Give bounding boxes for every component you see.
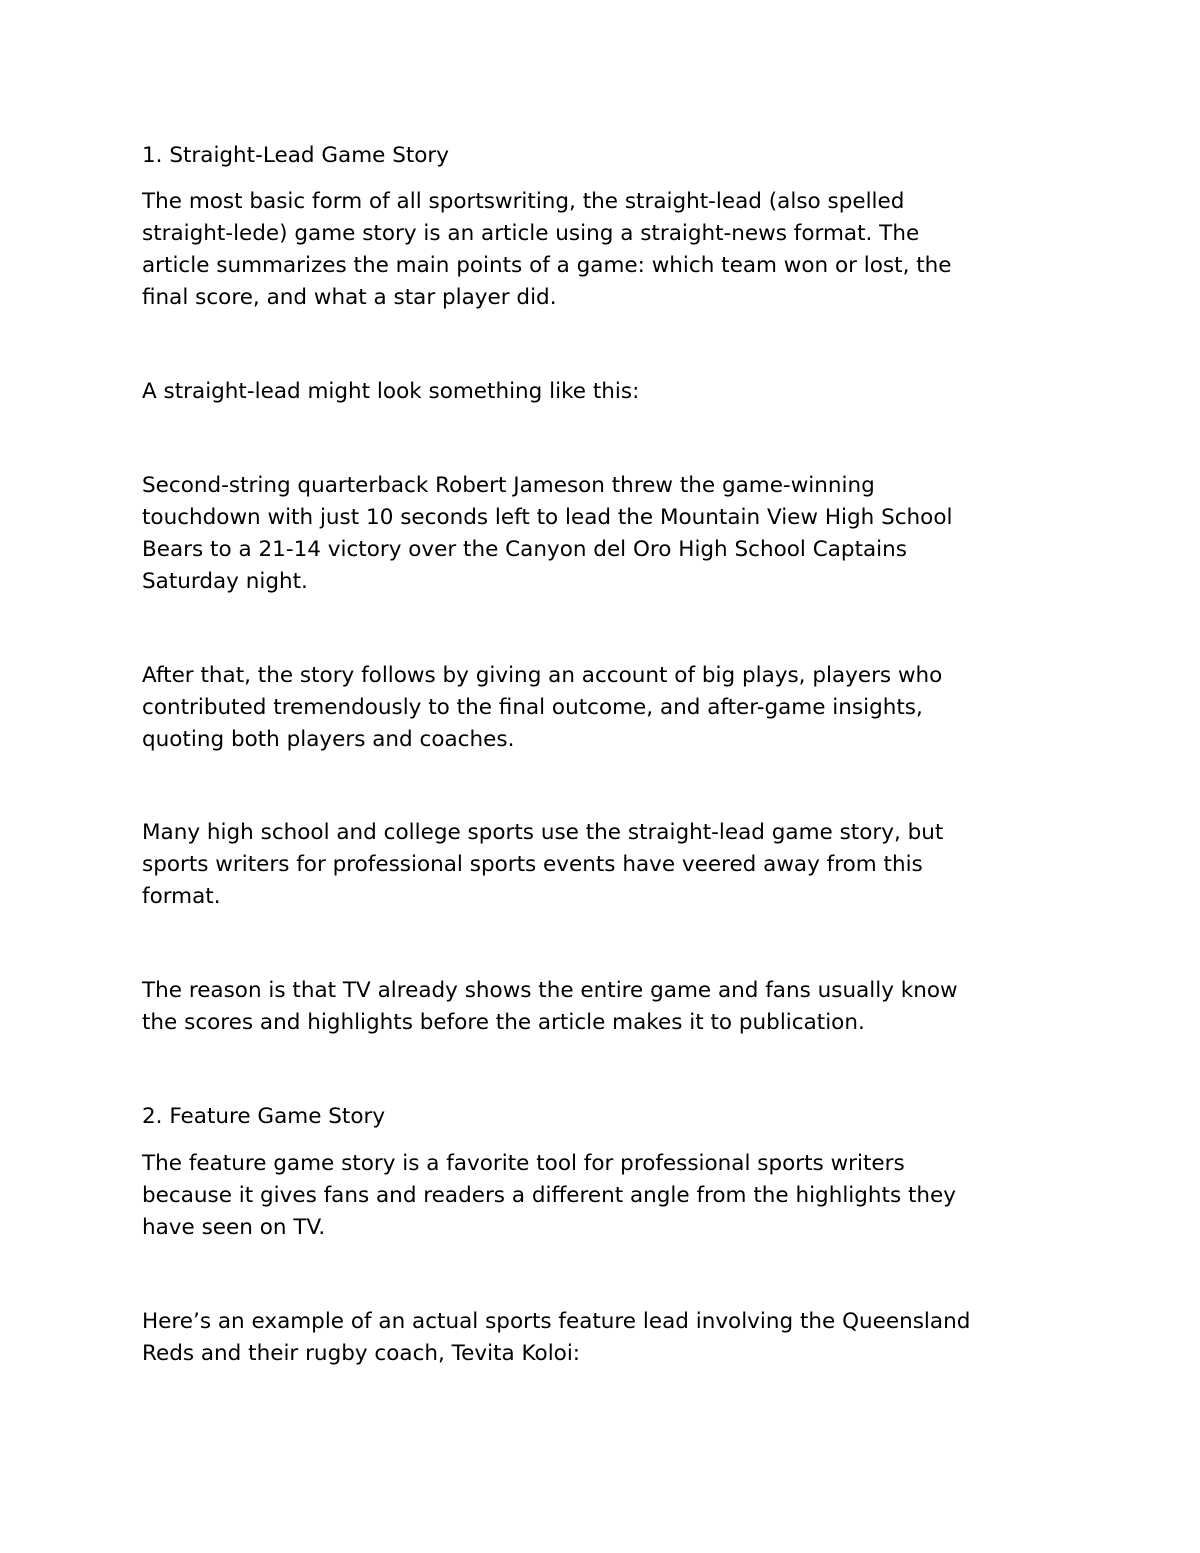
example-intro-paragraph: A straight-lead might look something like this:: [142, 379, 640, 404]
section-1-intro-paragraph: The most basic form of all sportswriting, the straight-lead (also spelled straight-lede) game story is an article using a straight-news format. The article summarizes the main points of a game: which team won or lost, the final score, and what a star player did.: [142, 189, 952, 310]
section-1-heading: 1. Straight-Lead Game Story: [142, 143, 449, 168]
section-2-intro-paragraph: The feature game story is a favorite tool for professional sports writers because it gives fans and readers a different angle from the highlights they have seen on TV.: [142, 1151, 957, 1240]
reason-paragraph: The reason is that TV already shows the entire game and fans usually know the scores and highlights before the article makes it to publication.: [142, 978, 958, 1035]
usage-paragraph: Many high school and college sports use the straight-lead game story, but sports writers for professional sports events have veered away from this format.: [142, 820, 944, 909]
example-lead-paragraph: Second-string quarterback Robert Jameson threw the game-winning touchdown with just 10 seconds left to lead the Mountain View High School Bears to a 21-14 victory over the Canyon del Oro High School Captains Saturday night.: [142, 473, 953, 594]
section-2-heading: 2. Feature Game Story: [142, 1104, 386, 1129]
section-2-example-paragraph: Here’s an example of an actual sports feature lead involving the Queensland Reds and their rugby coach, Tevita Koloi:: [142, 1309, 971, 1366]
followup-paragraph: After that, the story follows by giving an account of big plays, players who contributed tremendously to the final outcome, and after-game insights, quoting both players and coaches.: [142, 663, 943, 752]
